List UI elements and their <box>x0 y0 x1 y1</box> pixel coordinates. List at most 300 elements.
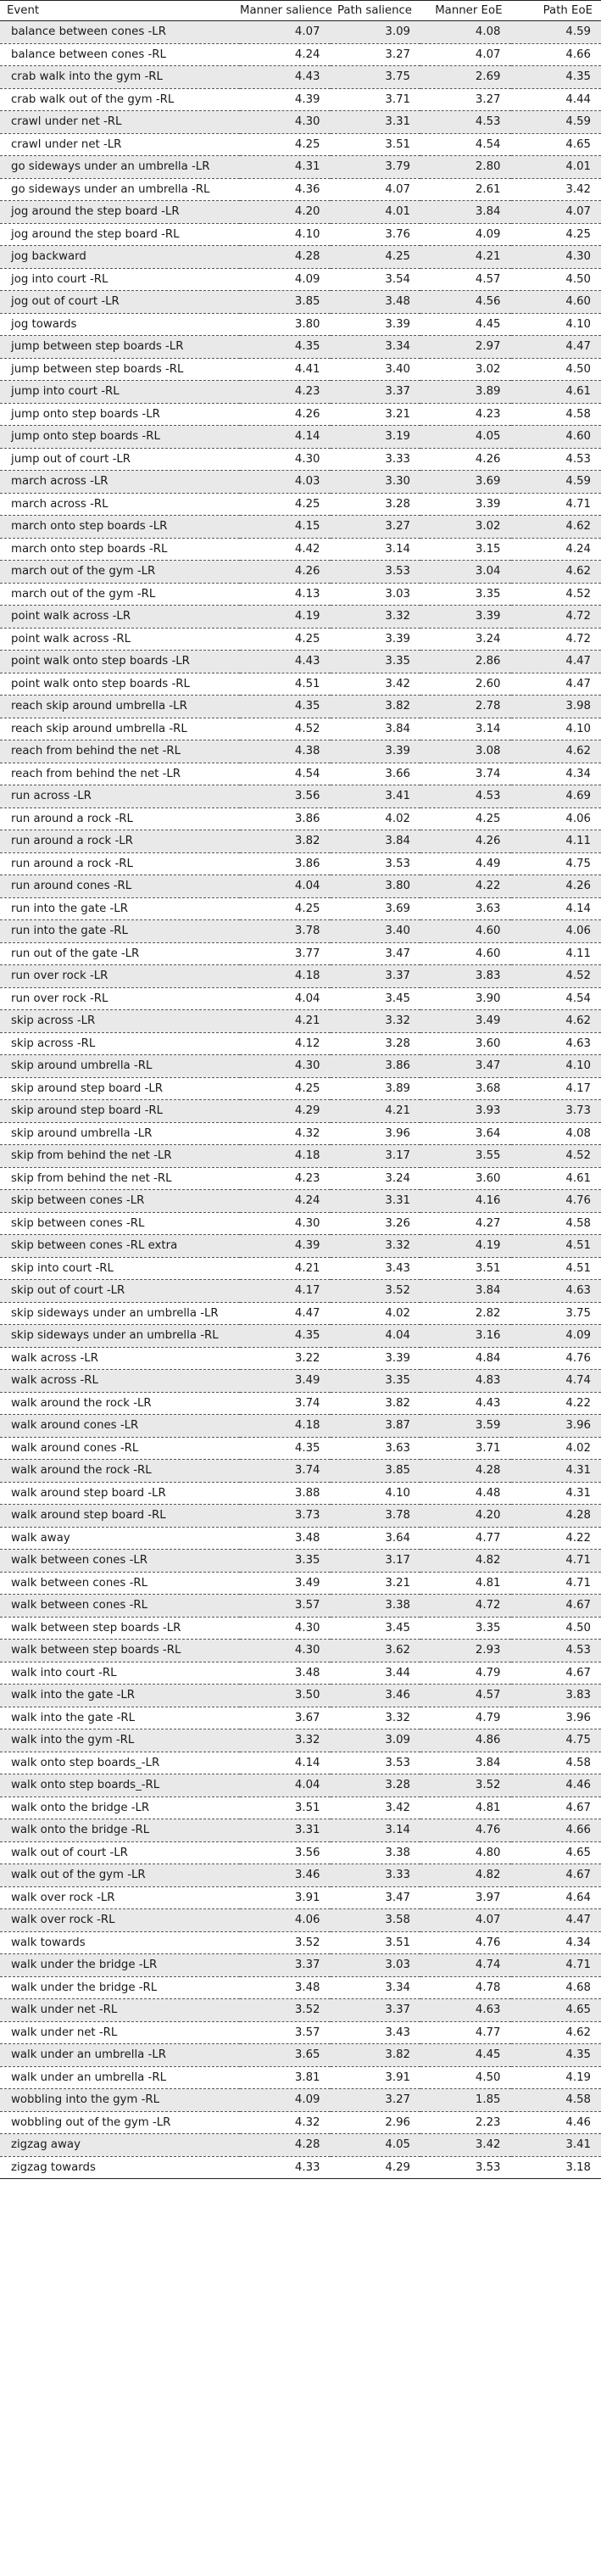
path-salience-cell: 3.27 <box>331 2089 421 2112</box>
table-row <box>0 313 601 336</box>
manner-salience-cell: 4.54 <box>240 763 331 785</box>
manner-salience-cell: 3.49 <box>240 1370 331 1393</box>
event-cell: reach skip around umbrella -LR <box>0 696 240 718</box>
manner-salience-cell: 4.25 <box>240 493 331 516</box>
manner-eoe-cell: 4.82 <box>420 1550 511 1573</box>
path-salience-cell: 3.63 <box>331 1437 421 1460</box>
table-row <box>0 2021 601 2044</box>
path-eoe-cell: 3.96 <box>511 1707 601 1729</box>
event-cell: walk around cones -RL <box>0 1437 240 1460</box>
event-cell: crawl under net -LR <box>0 133 240 156</box>
manner-eoe-cell: 4.83 <box>420 1370 511 1393</box>
manner-eoe-cell: 3.39 <box>420 493 511 516</box>
manner-eoe-cell: 3.15 <box>420 538 511 561</box>
manner-salience-cell: 4.25 <box>240 897 331 920</box>
event-cell: walk around cones -LR <box>0 1415 240 1438</box>
table-row <box>0 920 601 943</box>
event-cell: jump into court -RL <box>0 381 240 404</box>
manner-salience-cell: 4.06 <box>240 1909 331 1932</box>
path-salience-cell: 3.51 <box>331 133 421 156</box>
manner-salience-cell: 3.80 <box>240 313 331 336</box>
path-salience-cell: 3.09 <box>331 21 421 44</box>
path-salience-cell: 3.03 <box>331 1954 421 1977</box>
event-cell: walk away <box>0 1527 240 1550</box>
manner-salience-cell: 3.50 <box>240 1685 331 1707</box>
event-cell: walk out of court -LR <box>0 1841 240 1864</box>
manner-eoe-cell: 4.86 <box>420 1729 511 1752</box>
manner-eoe-cell: 4.28 <box>420 1460 511 1483</box>
path-salience-cell: 3.64 <box>331 1527 421 1550</box>
manner-eoe-cell: 3.24 <box>420 628 511 651</box>
manner-salience-cell: 3.67 <box>240 1707 331 1729</box>
table-row <box>0 2089 601 2112</box>
path-salience-cell: 4.01 <box>331 201 421 224</box>
manner-eoe-cell: 4.81 <box>420 1572 511 1595</box>
table-row <box>0 2111 601 2134</box>
table-row <box>0 336 601 359</box>
path-salience-cell: 3.39 <box>331 740 421 763</box>
path-salience-cell: 3.71 <box>331 88 421 111</box>
manner-eoe-cell: 4.81 <box>420 1796 511 1819</box>
manner-eoe-cell: 4.19 <box>420 1235 511 1258</box>
path-eoe-cell: 4.59 <box>511 21 601 44</box>
manner-eoe-cell: 4.21 <box>420 246 511 269</box>
path-eoe-cell: 3.41 <box>511 2134 601 2157</box>
event-cell: balance between cones -RL <box>0 43 240 66</box>
event-cell: jump onto step boards -LR <box>0 403 240 426</box>
path-eoe-cell: 4.52 <box>511 1145 601 1168</box>
path-eoe-cell: 4.52 <box>511 965 601 988</box>
path-eoe-cell: 4.62 <box>511 1010 601 1033</box>
manner-eoe-cell: 4.53 <box>420 111 511 134</box>
event-cell: run around a rock -RL <box>0 807 240 830</box>
table-row <box>0 1864 601 1887</box>
path-eoe-cell: 4.19 <box>511 2066 601 2089</box>
manner-salience-cell: 4.15 <box>240 516 331 539</box>
header-manner-eoe: Manner EoE <box>420 1 511 21</box>
manner-eoe-cell: 4.76 <box>420 1819 511 1842</box>
table-row <box>0 1729 601 1752</box>
event-cell: walk under net -RL <box>0 1999 240 2022</box>
path-salience-cell: 3.38 <box>331 1841 421 1864</box>
path-salience-cell: 3.34 <box>331 1976 421 1999</box>
table-row <box>0 448 601 471</box>
event-cell: point walk across -LR <box>0 606 240 629</box>
path-eoe-cell: 4.46 <box>511 2111 601 2134</box>
table-row <box>0 1640 601 1662</box>
path-eoe-cell: 4.54 <box>511 987 601 1010</box>
manner-salience-cell: 4.43 <box>240 651 331 673</box>
manner-salience-cell: 4.09 <box>240 268 331 291</box>
event-cell: walk between cones -LR <box>0 1550 240 1573</box>
path-salience-cell: 3.39 <box>331 1347 421 1370</box>
path-salience-cell: 3.80 <box>331 875 421 898</box>
path-salience-cell: 3.21 <box>331 1572 421 1595</box>
manner-eoe-cell: 4.78 <box>420 1976 511 1999</box>
event-cell: run around a rock -RL <box>0 852 240 875</box>
manner-salience-cell: 4.36 <box>240 178 331 201</box>
event-cell: point walk onto step boards -LR <box>0 651 240 673</box>
event-cell: walk under net -RL <box>0 2021 240 2044</box>
manner-eoe-cell: 3.53 <box>420 2156 511 2179</box>
manner-salience-cell: 4.17 <box>240 1280 331 1303</box>
manner-eoe-cell: 2.61 <box>420 178 511 201</box>
manner-eoe-cell: 4.79 <box>420 1662 511 1685</box>
manner-salience-cell: 4.24 <box>240 1190 331 1213</box>
table-row <box>0 1886 601 1909</box>
path-eoe-cell: 4.62 <box>511 740 601 763</box>
path-salience-cell: 3.21 <box>331 403 421 426</box>
path-salience-cell: 3.45 <box>331 987 421 1010</box>
event-cell: crawl under net -RL <box>0 111 240 134</box>
manner-salience-cell: 4.32 <box>240 2111 331 2134</box>
manner-eoe-cell: 4.26 <box>420 830 511 853</box>
manner-eoe-cell: 3.02 <box>420 358 511 381</box>
manner-salience-cell: 3.35 <box>240 1550 331 1573</box>
event-cell: run over rock -RL <box>0 987 240 1010</box>
table-row <box>0 471 601 494</box>
event-cell: zigzag towards <box>0 2156 240 2179</box>
path-salience-cell: 4.04 <box>331 1325 421 1348</box>
path-salience-cell: 3.09 <box>331 1729 421 1752</box>
manner-eoe-cell: 4.56 <box>420 291 511 314</box>
path-salience-cell: 3.44 <box>331 1662 421 1685</box>
path-eoe-cell: 4.10 <box>511 313 601 336</box>
path-eoe-cell: 4.51 <box>511 1235 601 1258</box>
manner-eoe-cell: 3.42 <box>420 2134 511 2157</box>
path-eoe-cell: 4.62 <box>511 516 601 539</box>
event-cell: jog around the step board -LR <box>0 201 240 224</box>
path-eoe-cell: 4.22 <box>511 1527 601 1550</box>
manner-salience-cell: 4.25 <box>240 133 331 156</box>
path-salience-cell: 3.48 <box>331 291 421 314</box>
path-salience-cell: 3.32 <box>331 606 421 629</box>
manner-eoe-cell: 4.22 <box>420 875 511 898</box>
path-eoe-cell: 4.62 <box>511 561 601 584</box>
table-row <box>0 21 601 44</box>
path-eoe-cell: 4.22 <box>511 1392 601 1415</box>
path-salience-cell: 3.31 <box>331 1190 421 1213</box>
path-salience-cell: 3.42 <box>331 1796 421 1819</box>
path-salience-cell: 4.02 <box>331 1302 421 1325</box>
path-salience-cell: 3.69 <box>331 897 421 920</box>
table-row <box>0 156 601 179</box>
manner-eoe-cell: 4.49 <box>420 852 511 875</box>
table-row <box>0 1774 601 1797</box>
manner-salience-cell: 4.04 <box>240 875 331 898</box>
table-row <box>0 426 601 449</box>
manner-eoe-cell: 4.82 <box>420 1864 511 1887</box>
event-cell: skip out of court -LR <box>0 1280 240 1303</box>
path-eoe-cell: 4.71 <box>511 493 601 516</box>
manner-salience-cell: 4.03 <box>240 471 331 494</box>
path-salience-cell: 3.43 <box>331 2021 421 2044</box>
manner-eoe-cell: 4.50 <box>420 2066 511 2089</box>
manner-salience-cell: 3.82 <box>240 830 331 853</box>
path-salience-cell: 3.39 <box>331 628 421 651</box>
event-cell: crab walk out of the gym -RL <box>0 88 240 111</box>
manner-eoe-cell: 4.43 <box>420 1392 511 1415</box>
table-row <box>0 1976 601 1999</box>
manner-salience-cell: 3.77 <box>240 942 331 965</box>
table-row <box>0 246 601 269</box>
manner-eoe-cell: 4.23 <box>420 403 511 426</box>
manner-salience-cell: 4.35 <box>240 696 331 718</box>
path-salience-cell: 3.85 <box>331 1460 421 1483</box>
event-cell: walk into the gate -LR <box>0 1685 240 1707</box>
manner-eoe-cell: 2.86 <box>420 651 511 673</box>
manner-salience-cell: 4.39 <box>240 1235 331 1258</box>
manner-eoe-cell: 4.76 <box>420 1931 511 1954</box>
event-cell: walk over rock -LR <box>0 1886 240 1909</box>
manner-eoe-cell: 2.93 <box>420 1640 511 1662</box>
event-cell: walk under the bridge -RL <box>0 1976 240 1999</box>
manner-eoe-cell: 4.08 <box>420 21 511 44</box>
path-salience-cell: 3.78 <box>331 1505 421 1528</box>
path-salience-cell: 3.51 <box>331 1931 421 1954</box>
table-row <box>0 43 601 66</box>
path-salience-cell: 4.02 <box>331 807 421 830</box>
path-eoe-cell: 4.50 <box>511 358 601 381</box>
path-eoe-cell: 4.65 <box>511 1841 601 1864</box>
event-cell: skip into court -RL <box>0 1257 240 1280</box>
event-cell: walk around the rock -LR <box>0 1392 240 1415</box>
manner-salience-cell: 4.12 <box>240 1032 331 1055</box>
manner-eoe-cell: 3.59 <box>420 1415 511 1438</box>
manner-eoe-cell: 3.55 <box>420 1145 511 1168</box>
event-cell: walk across -LR <box>0 1347 240 1370</box>
table-row <box>0 178 601 201</box>
manner-salience-cell: 4.18 <box>240 1145 331 1168</box>
path-salience-cell: 3.54 <box>331 268 421 291</box>
table-row <box>0 673 601 696</box>
event-cell: wobbling out of the gym -LR <box>0 2111 240 2134</box>
table-row <box>0 1010 601 1033</box>
table-row <box>0 381 601 404</box>
manner-salience-cell: 4.35 <box>240 1437 331 1460</box>
manner-eoe-cell: 3.60 <box>420 1167 511 1190</box>
path-salience-cell: 3.28 <box>331 1774 421 1797</box>
manner-eoe-cell: 4.79 <box>420 1707 511 1729</box>
manner-salience-cell: 3.56 <box>240 785 331 808</box>
event-cell: run over rock -LR <box>0 965 240 988</box>
manner-eoe-cell: 4.60 <box>420 920 511 943</box>
table-row <box>0 223 601 246</box>
manner-salience-cell: 3.22 <box>240 1347 331 1370</box>
event-cell: go sideways under an umbrella -RL <box>0 178 240 201</box>
event-cell: walk under the bridge -LR <box>0 1954 240 1977</box>
event-cell: march out of the gym -RL <box>0 583 240 606</box>
event-cell: walk onto the bridge -RL <box>0 1819 240 1842</box>
manner-eoe-cell: 3.49 <box>420 1010 511 1033</box>
table-row <box>0 1257 601 1280</box>
table-row <box>0 1931 601 1954</box>
manner-eoe-cell: 3.63 <box>420 897 511 920</box>
path-eoe-cell: 4.47 <box>511 651 601 673</box>
manner-salience-cell: 3.32 <box>240 1729 331 1752</box>
path-salience-cell: 3.26 <box>331 1212 421 1235</box>
path-eoe-cell: 4.58 <box>511 1752 601 1774</box>
table-row <box>0 111 601 134</box>
table-row <box>0 1347 601 1370</box>
manner-salience-cell: 4.04 <box>240 1774 331 1797</box>
manner-salience-cell: 3.49 <box>240 1572 331 1595</box>
manner-salience-cell: 3.65 <box>240 2044 331 2067</box>
table-row <box>0 965 601 988</box>
event-cell: march across -RL <box>0 493 240 516</box>
path-salience-cell: 3.75 <box>331 66 421 89</box>
path-eoe-cell: 4.47 <box>511 1909 601 1932</box>
path-salience-cell: 3.28 <box>331 493 421 516</box>
path-eoe-cell: 4.09 <box>511 1325 601 1348</box>
path-salience-cell: 4.05 <box>331 2134 421 2157</box>
path-eoe-cell: 4.46 <box>511 1774 601 1797</box>
manner-salience-cell: 3.73 <box>240 1505 331 1528</box>
table-row <box>0 740 601 763</box>
event-cell: skip sideways under an umbrella -RL <box>0 1325 240 1348</box>
path-salience-cell: 3.87 <box>331 1415 421 1438</box>
manner-salience-cell: 3.52 <box>240 1999 331 2022</box>
table-row <box>0 403 601 426</box>
path-salience-cell: 3.42 <box>331 673 421 696</box>
path-salience-cell: 3.47 <box>331 1886 421 1909</box>
table-row <box>0 1032 601 1055</box>
manner-salience-cell: 4.28 <box>240 246 331 269</box>
manner-eoe-cell: 3.68 <box>420 1077 511 1100</box>
table-row <box>0 1235 601 1258</box>
table-row <box>0 201 601 224</box>
path-eoe-cell: 4.28 <box>511 1505 601 1528</box>
event-cell: walk onto the bridge -LR <box>0 1796 240 1819</box>
manner-salience-cell: 4.13 <box>240 583 331 606</box>
event-cell: march across -LR <box>0 471 240 494</box>
table-row <box>0 2156 601 2179</box>
event-cell: walk under an umbrella -RL <box>0 2066 240 2089</box>
manner-eoe-cell: 3.27 <box>420 88 511 111</box>
path-salience-cell: 3.84 <box>331 830 421 853</box>
manner-salience-cell: 3.88 <box>240 1482 331 1505</box>
manner-eoe-cell: 4.09 <box>420 223 511 246</box>
event-cell: skip from behind the net -LR <box>0 1145 240 1168</box>
manner-eoe-cell: 4.45 <box>420 313 511 336</box>
manner-salience-cell: 4.23 <box>240 1167 331 1190</box>
manner-eoe-cell: 3.16 <box>420 1325 511 1348</box>
manner-salience-cell: 4.30 <box>240 448 331 471</box>
manner-salience-cell: 3.52 <box>240 1931 331 1954</box>
path-eoe-cell: 4.10 <box>511 718 601 740</box>
path-salience-cell: 3.53 <box>331 852 421 875</box>
path-salience-cell: 2.96 <box>331 2111 421 2134</box>
manner-eoe-cell: 3.08 <box>420 740 511 763</box>
table-row <box>0 1302 601 1325</box>
manner-eoe-cell: 4.63 <box>420 1999 511 2022</box>
manner-salience-cell: 4.23 <box>240 381 331 404</box>
table-row <box>0 1482 601 1505</box>
path-eoe-cell: 4.06 <box>511 920 601 943</box>
event-cell: run across -LR <box>0 785 240 808</box>
manner-salience-cell: 4.32 <box>240 1122 331 1145</box>
header-row <box>0 1 601 21</box>
event-cell: run out of the gate -LR <box>0 942 240 965</box>
event-cell: skip from behind the net -RL <box>0 1167 240 1190</box>
table-row <box>0 1819 601 1842</box>
manner-salience-cell: 4.30 <box>240 111 331 134</box>
table-row <box>0 1550 601 1573</box>
path-salience-cell: 3.76 <box>331 223 421 246</box>
manner-salience-cell: 4.43 <box>240 66 331 89</box>
event-cell: zigzag away <box>0 2134 240 2157</box>
manner-salience-cell: 3.51 <box>240 1796 331 1819</box>
path-eoe-cell: 4.44 <box>511 88 601 111</box>
manner-eoe-cell: 4.54 <box>420 133 511 156</box>
event-cell: balance between cones -LR <box>0 21 240 44</box>
manner-salience-cell: 4.14 <box>240 1752 331 1774</box>
table-row <box>0 291 601 314</box>
event-cell: jog backward <box>0 246 240 269</box>
table-row <box>0 651 601 673</box>
path-eoe-cell: 4.30 <box>511 246 601 269</box>
path-eoe-cell: 4.60 <box>511 291 601 314</box>
manner-salience-cell: 4.30 <box>240 1640 331 1662</box>
manner-eoe-cell: 4.80 <box>420 1841 511 1864</box>
manner-eoe-cell: 2.97 <box>420 336 511 359</box>
path-eoe-cell: 4.24 <box>511 538 601 561</box>
event-cell: crab walk into the gym -RL <box>0 66 240 89</box>
table-row <box>0 2134 601 2157</box>
manner-eoe-cell: 3.69 <box>420 471 511 494</box>
path-eoe-cell: 4.53 <box>511 448 601 471</box>
event-cell: walk around the rock -RL <box>0 1460 240 1483</box>
table-row <box>0 1685 601 1707</box>
manner-eoe-cell: 4.07 <box>420 43 511 66</box>
manner-salience-cell: 3.74 <box>240 1460 331 1483</box>
path-eoe-cell: 4.67 <box>511 1662 601 1685</box>
manner-eoe-cell: 2.60 <box>420 673 511 696</box>
event-cell: march onto step boards -RL <box>0 538 240 561</box>
path-eoe-cell: 4.65 <box>511 1999 601 2022</box>
manner-salience-cell: 4.51 <box>240 673 331 696</box>
manner-salience-cell: 3.31 <box>240 1819 331 1842</box>
event-cell: walk around step board -LR <box>0 1482 240 1505</box>
manner-eoe-cell: 3.35 <box>420 1617 511 1640</box>
manner-salience-cell: 4.35 <box>240 1325 331 1348</box>
path-salience-cell: 3.82 <box>331 1392 421 1415</box>
manner-eoe-cell: 4.77 <box>420 2021 511 2044</box>
event-cell: go sideways under an umbrella -LR <box>0 156 240 179</box>
path-eoe-cell: 4.62 <box>511 2021 601 2044</box>
path-salience-cell: 3.32 <box>331 1235 421 1258</box>
manner-eoe-cell: 3.97 <box>420 1886 511 1909</box>
manner-salience-cell: 3.86 <box>240 807 331 830</box>
path-eoe-cell: 3.83 <box>511 1685 601 1707</box>
manner-salience-cell: 3.78 <box>240 920 331 943</box>
table-row <box>0 1595 601 1618</box>
path-salience-cell: 4.29 <box>331 2156 421 2179</box>
path-eoe-cell: 4.63 <box>511 1032 601 1055</box>
manner-salience-cell: 3.81 <box>240 2066 331 2089</box>
event-cell: walk between cones -RL <box>0 1572 240 1595</box>
event-cell: jog around the step board -RL <box>0 223 240 246</box>
path-eoe-cell: 4.31 <box>511 1482 601 1505</box>
table-row <box>0 606 601 629</box>
event-cell: walk between step boards -RL <box>0 1640 240 1662</box>
path-eoe-cell: 4.67 <box>511 1595 601 1618</box>
path-salience-cell: 3.89 <box>331 1077 421 1100</box>
path-eoe-cell: 4.69 <box>511 785 601 808</box>
manner-eoe-cell: 4.57 <box>420 1685 511 1707</box>
event-cell: walk into the gate -RL <box>0 1707 240 1729</box>
path-eoe-cell: 4.76 <box>511 1190 601 1213</box>
